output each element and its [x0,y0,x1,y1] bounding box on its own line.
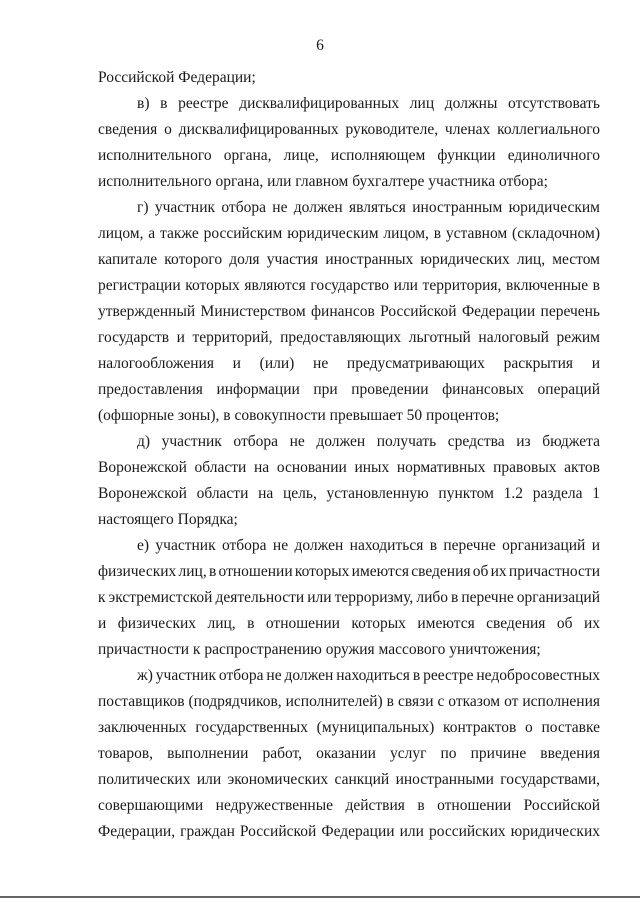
text-line: е) участник отбора не должен находиться в перечне организаций и [137,537,600,554]
text-line: (офшорные зоны), в совокупности превышает 50 процентов; [98,407,500,424]
text-line: утвержденный Министерством финансов Российской Федерации перечень [98,303,600,320]
text-line: поставщиков (подрядчиков, исполнителей) в связи с отказом от исполнения [98,693,600,710]
text-line: государств и территорий, предоставляющих льготный налоговый режим [98,329,600,346]
text-line: регистрации которых являются государство или территория, включенные в [98,277,600,294]
text-line: капитале которого доля участия иностранных юридических лиц, местом [98,251,600,268]
text-line: Воронежской области на основании иных нормативных правовых актов [98,459,600,476]
text-line: физических лиц, в отношении которых имеются сведения об их причастности [98,563,600,580]
text-line: и физических лиц, в отношении которых имеются сведения об их [98,615,600,632]
page-number: 6 [316,37,324,54]
text-line: политических или экономических санкций иностранными государствами, [98,771,600,788]
document-body [98,67,600,847]
text-line: Воронежской области на цель, установленную пунктом 1.2 раздела 1 [98,485,600,502]
text-line: совершающими недружественные действия в отношении Российской [98,797,600,814]
text-line: к экстремистской деятельности или терроризму, либо в перечне организаций [98,589,600,606]
text-line: д) участник отбора не должен получать средства из бюджета [137,433,600,450]
text-line: г) участник отбора не должен являться иностранным юридическим [137,199,600,216]
text-line: налогообложения и (или) не предусматривающих раскрытия и [98,355,600,372]
text-line: товаров, выполнении работ, оказании услуг по причине введения [98,745,600,762]
page-bottom-edge [0,896,640,898]
text-line: Федерации, граждан Российской Федерации или российских юридических [98,823,600,840]
text-line: исполнительного органа, или главном бухгалтере участника отбора; [98,173,548,190]
text-line: ж) участник отбора не должен находиться в реестре недобросовестных [137,667,600,684]
text-line: предоставления информации при проведении финансовых операций [98,381,600,398]
text-line: исполнительного органа, лице, исполняющем функции единоличного [98,147,600,164]
text-line: причастности к распространению оружия массового уничтожения; [98,641,541,658]
text-line: лицом, а также российским юридическим лицом, в уставном (складочном) [98,225,600,242]
text-line: заключенных государственных (муниципальных) контрактов о поставке [98,719,600,736]
text-line: сведения о дисквалифицированных руководителе, членах коллегиального [98,121,600,138]
text-line: Российской Федерации; [98,69,256,86]
text-line: в) в реестре дисквалифицированных лиц должны отсутствовать [137,95,600,112]
text-line: настоящего Порядка; [98,511,238,528]
